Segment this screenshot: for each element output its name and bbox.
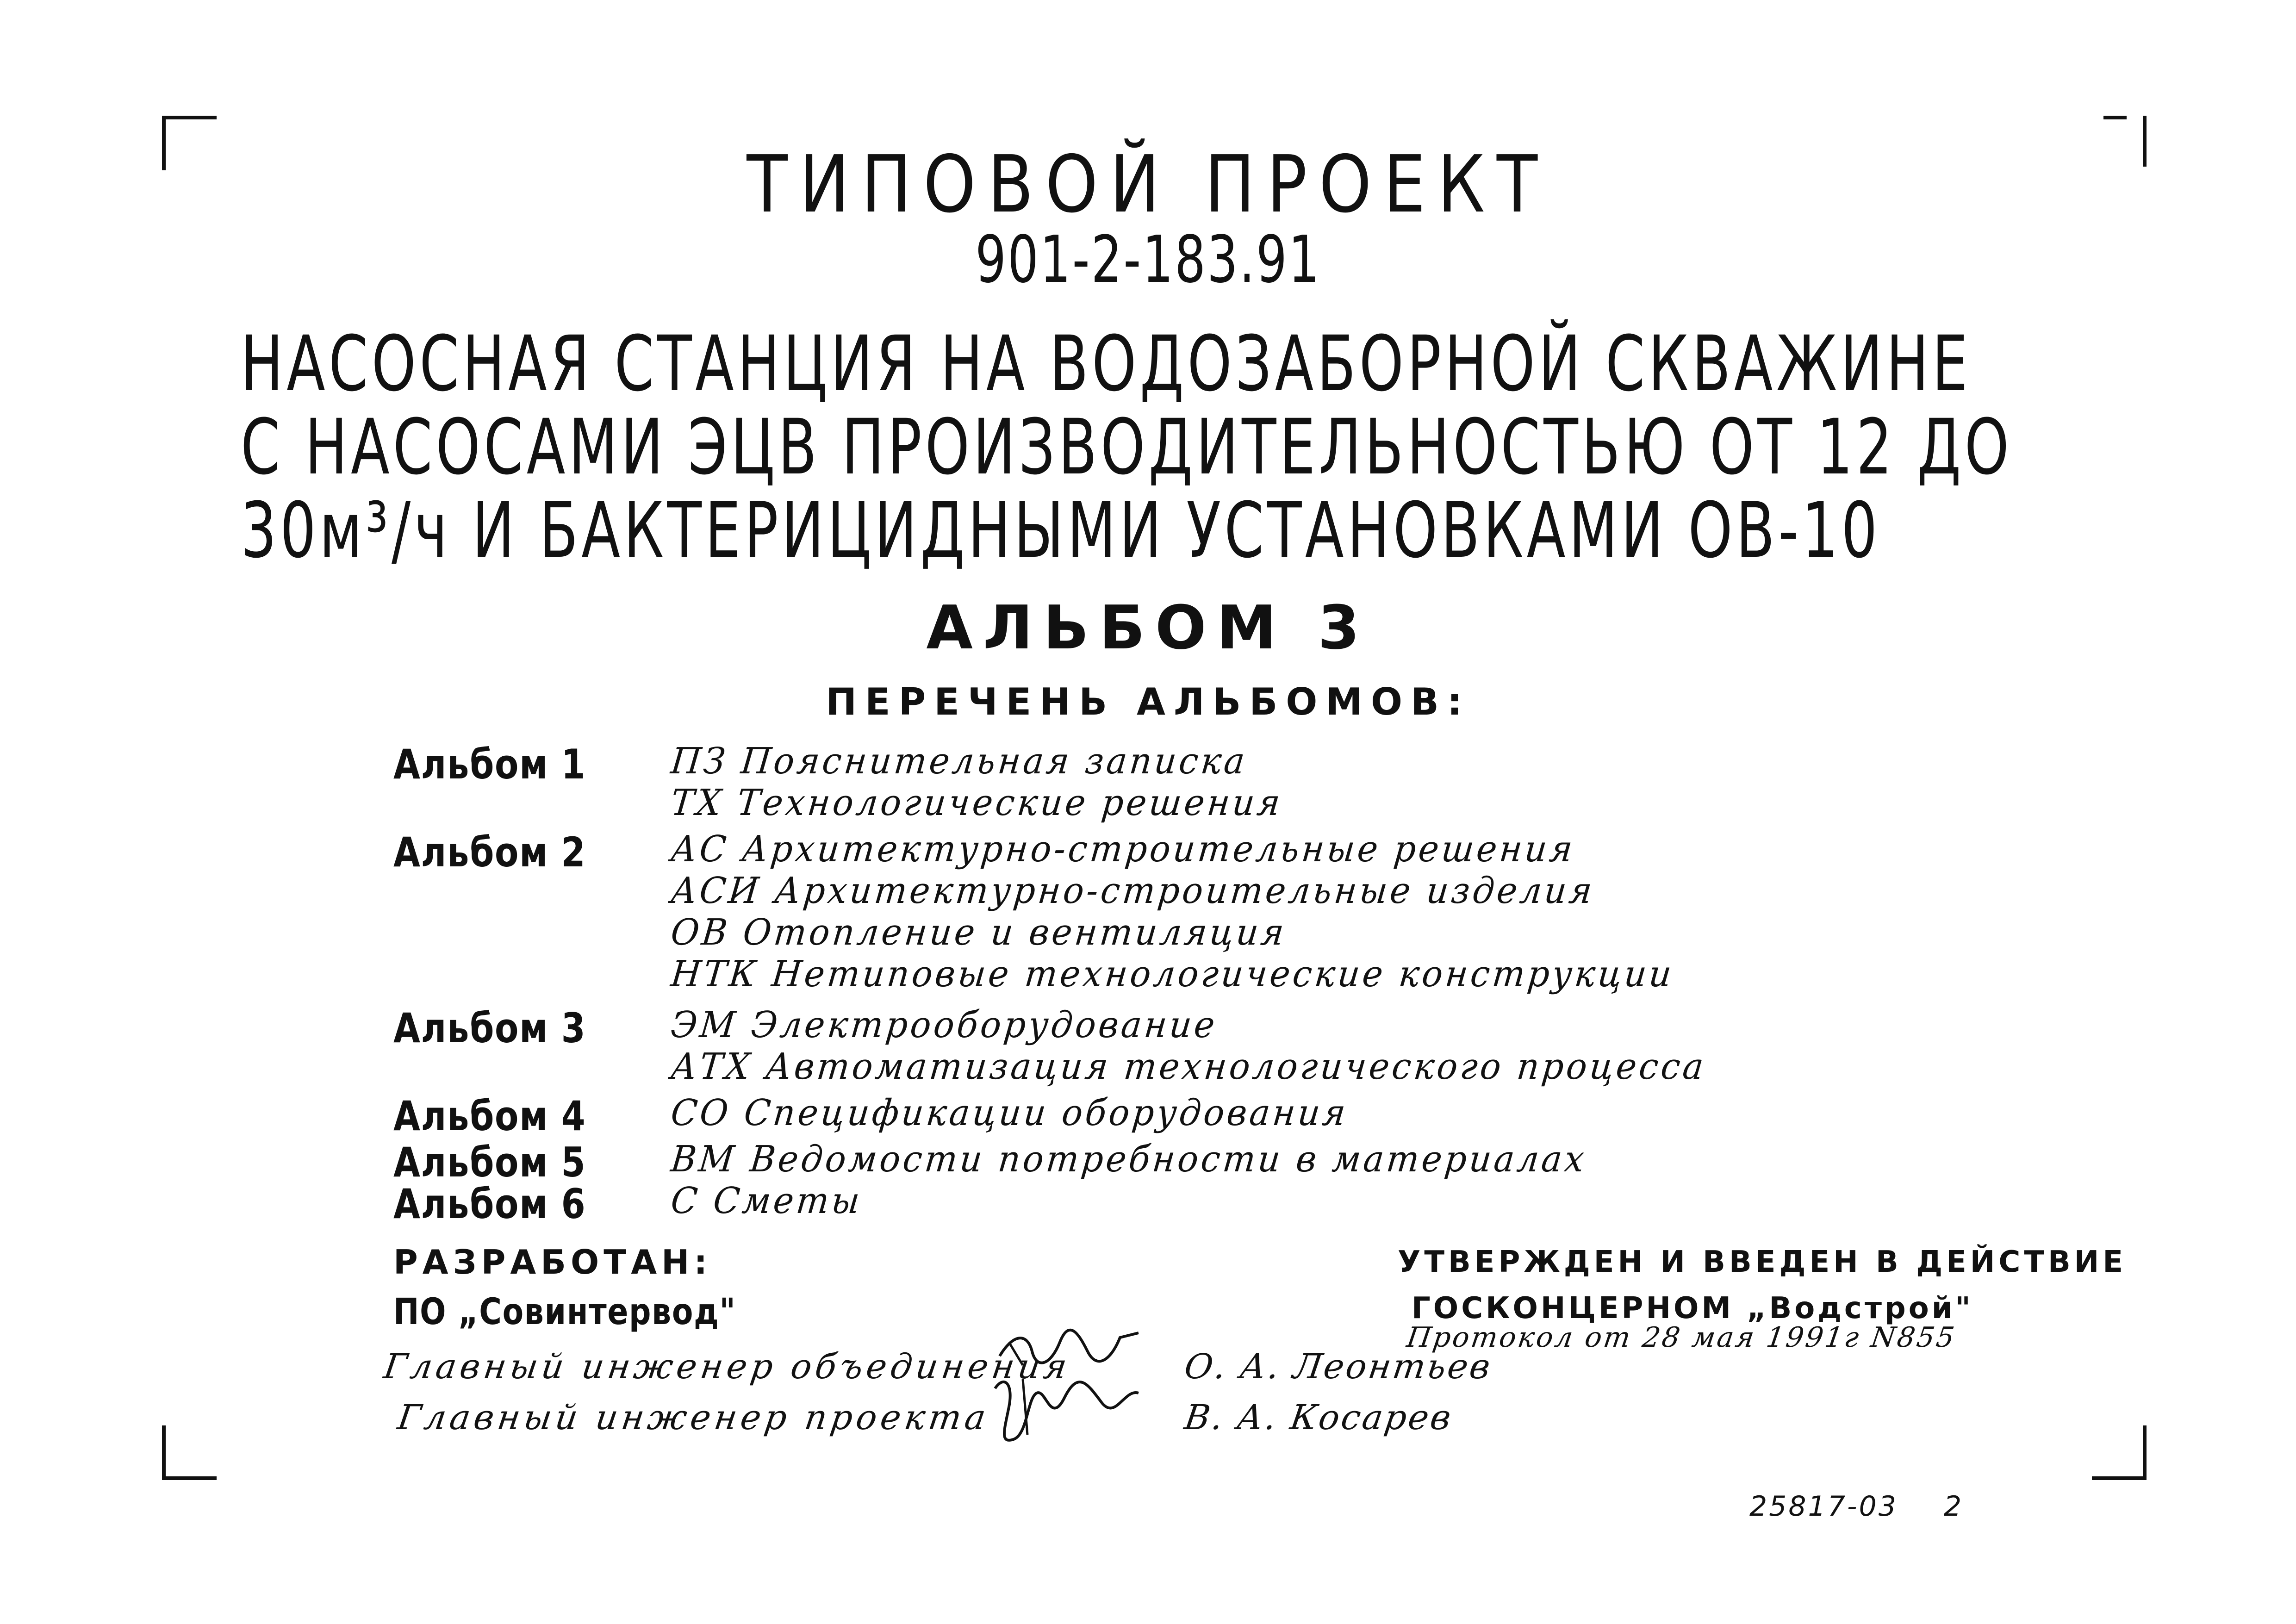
crop-mark-top-right [2138, 116, 2147, 167]
album-2-label: Альбом 2 [393, 828, 586, 876]
album-2-item-3: ОВ Отопление и вентиляция [669, 912, 1288, 953]
album-3-label: Альбом 3 [393, 1004, 586, 1052]
album-3-item-1: ЭМ Электрооборудование [669, 1004, 1220, 1046]
album-3-item-2: АТХ Автоматизация технологического процесса [669, 1046, 1708, 1088]
crop-mark-top-right-dash [2103, 116, 2127, 119]
album-4-label: Альбом 4 [393, 1092, 586, 1140]
signature-2 [986, 1370, 1143, 1449]
album-6-item-1: С Сметы [669, 1180, 865, 1222]
document-number: 25817-03 [1749, 1490, 1898, 1523]
album-list-heading: ПЕРЕЧЕНЬ АЛЬБОМОВ: [826, 680, 1470, 723]
signature-1 [995, 1324, 1143, 1375]
signatory-2-role: Главный инженер проекта [395, 1398, 992, 1437]
album-1-item-2: ТХ Технологические решения [669, 782, 1285, 824]
album-5-item-1: ВМ Ведомости потребности в материалах [669, 1139, 1589, 1180]
signatory-2-name: В. А. Косарев [1182, 1398, 1456, 1437]
description-line-3: 30м³/ч И БАКТЕРИЦИДНЫМИ УСТАНОВКАМИ ОВ-10 [241, 486, 1881, 575]
description-line-2: С НАСОСАМИ ЭЦВ ПРОИЗВОДИТЕЛЬНОСТЬЮ ОТ 12 ДО [241, 403, 2013, 492]
album-heading: АЛЬБОМ 3 [926, 592, 1370, 663]
album-2-item-4: НТК Нетиповые технологические конструкции [669, 953, 1676, 995]
album-6-label: Альбом 6 [393, 1180, 586, 1228]
album-1-item-1: ПЗ Пояснительная записка [669, 740, 1250, 782]
album-2-item-2: АСИ Архитектурно-строительные изделия [669, 870, 1597, 912]
page-number: 2 [1944, 1490, 1962, 1523]
developer-organization: ПО „Совинтервод" [393, 1291, 736, 1333]
project-number: 901-2-183.91 [975, 222, 1321, 298]
description-line-1: НАСОСНАЯ СТАНЦИЯ НА ВОДОЗАБОРНОЙ СКВАЖИНЕ [241, 319, 1972, 408]
album-2-item-1: АС Архитектурно-строительные решения [669, 828, 1577, 870]
album-1-label: Альбом 1 [393, 740, 586, 788]
crop-mark-bottom-right [2092, 1425, 2147, 1480]
approval-organization: ГОСКОНЦЕРНОМ „Водстрой" [1412, 1291, 1973, 1325]
project-type-title: ТИПОВОЙ ПРОЕКТ [747, 139, 1549, 230]
developer-heading: РАЗРАБОТАН: [393, 1243, 712, 1282]
crop-mark-bottom-left [162, 1425, 217, 1480]
approval-protocol: Протокол от 28 мая 1991г N855 [1405, 1321, 1958, 1354]
album-4-item-1: СО Спецификации оборудования [669, 1092, 1350, 1134]
signatory-1-name: О. А. Леонтьев [1182, 1347, 1495, 1387]
approval-heading: УТВЕРЖДЕН И ВВЕДЕН В ДЕЙСТВИЕ [1398, 1245, 2127, 1279]
signatory-1-role: Главный инженер объединения [381, 1347, 1073, 1387]
album-5-label: Альбом 5 [393, 1139, 586, 1186]
